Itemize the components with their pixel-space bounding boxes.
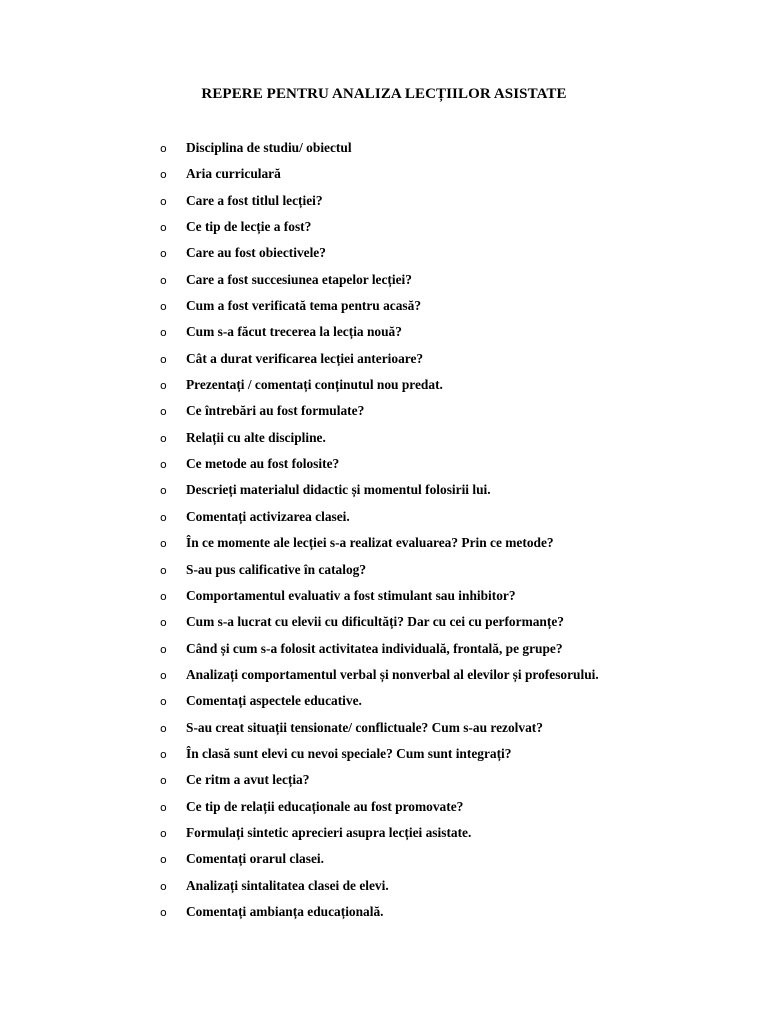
list-item-text: Prezentați / comentați conținutul nou predat. [186,377,443,393]
bullet-icon: o [160,247,167,261]
list-item-text: Cum s-a făcut trecerea la lecția nouă? [186,324,402,340]
list-item-text: Cum a fost verificată tema pentru acasă? [186,298,422,314]
list-item-text: Ce tip de relații educaționale au fost promovate? [186,798,464,814]
bullet-icon: o [160,774,167,788]
list-item-text: S-au creat situații tensionate/ conflictuale? Cum s-au rezolvat? [186,719,543,735]
list-item-text: Care a fost succesiunea etapelor lecției? [186,271,412,287]
bullet-icon: o [160,405,167,419]
list-item-text: Care au fost obiectivele? [186,245,326,261]
bullet-icon: o [160,194,167,208]
bullet-icon: o [160,537,167,551]
list-item-text: Când și cum s-a folosit activitatea individuală, frontală, pe grupe? [186,640,563,656]
document-title: REPERE PENTRU ANALIZA LECȚIILOR ASISTATE [201,86,567,102]
bullet-icon: o [160,695,167,709]
list-item-text: Cum s-a lucrat cu elevii cu dificultăți? Dar cu cei cu performanțe? [186,614,564,630]
bullet-icon: o [160,431,167,445]
list-item-text: Formulați sintetic aprecieri asupra lecției asistate. [186,824,472,840]
bullet-icon: o [160,905,167,919]
bullet-icon: o [160,616,167,630]
bullet-icon: o [160,826,167,840]
list-item-text: Aria curriculară [186,166,281,182]
bullet-icon: o [160,642,167,656]
bullet-icon: o [160,352,167,366]
bullet-icon: o [160,510,167,524]
list-item-text: S-au pus calificative în catalog? [186,561,367,577]
bullet-icon: o [160,721,167,735]
list-item-text: Comentați orarul clasei. [186,851,324,867]
list-item-text: Ce ritm a avut lecția? [186,772,310,788]
bullet-icon: o [160,379,167,393]
bullet-icon: o [160,273,167,287]
list-item-text: Analizați sintalitatea clasei de elevi. [186,877,389,893]
list-item-text: Comentați activizarea clasei. [186,508,350,524]
bullet-icon: o [160,142,167,155]
list-item-text: Descrieți materialul didactic și momentul folosirii lui. [186,482,491,498]
bullet-icon: o [160,168,167,182]
list-item-text: Comentați aspectele educative. [186,693,362,709]
bullet-icon: o [160,879,167,893]
bullet-icon: o [160,221,167,235]
bullet-icon: o [160,326,167,340]
bullet-icon: o [160,800,167,814]
list-item-text: Disciplina de studiu/ obiectul [186,140,352,155]
list-item-text: Ce întrebări au fost formulate? [186,403,365,419]
list-item-text: Analizați comportamentul verbal și nonverbal al elevilor și profesorului. [186,666,599,682]
list-item-text: Care a fost titlul lecției? [186,192,323,208]
list-item-text: În clasă sunt elevi cu nevoi speciale? Cum sunt integrați? [186,745,512,761]
list-item-text: În ce momente ale lecției s-a realizat evaluarea? Prin ce metode? [186,535,554,551]
bullet-icon: o [160,458,167,472]
bullet-icon: o [160,563,167,577]
list-item-text: Comentați ambianța educațională. [186,903,384,919]
list-item-text: Cât a durat verificarea lecției anterioare? [186,350,424,366]
list-item-text: Relații cu alte discipline. [186,429,326,445]
bullet-icon: o [160,589,167,603]
list-item-text: Ce tip de lecție a fost? [186,219,312,235]
bullet-icon: o [160,668,167,682]
bullet-icon: o [160,484,167,498]
list-item-text: Comportamentul evaluativ a fost stimulant sau inhibitor? [186,587,516,603]
list-item-text: Ce metode au fost folosite? [186,456,340,472]
bullet-icon: o [160,853,167,867]
bullet-icon: o [160,300,167,314]
bullet-icon: o [160,747,167,761]
